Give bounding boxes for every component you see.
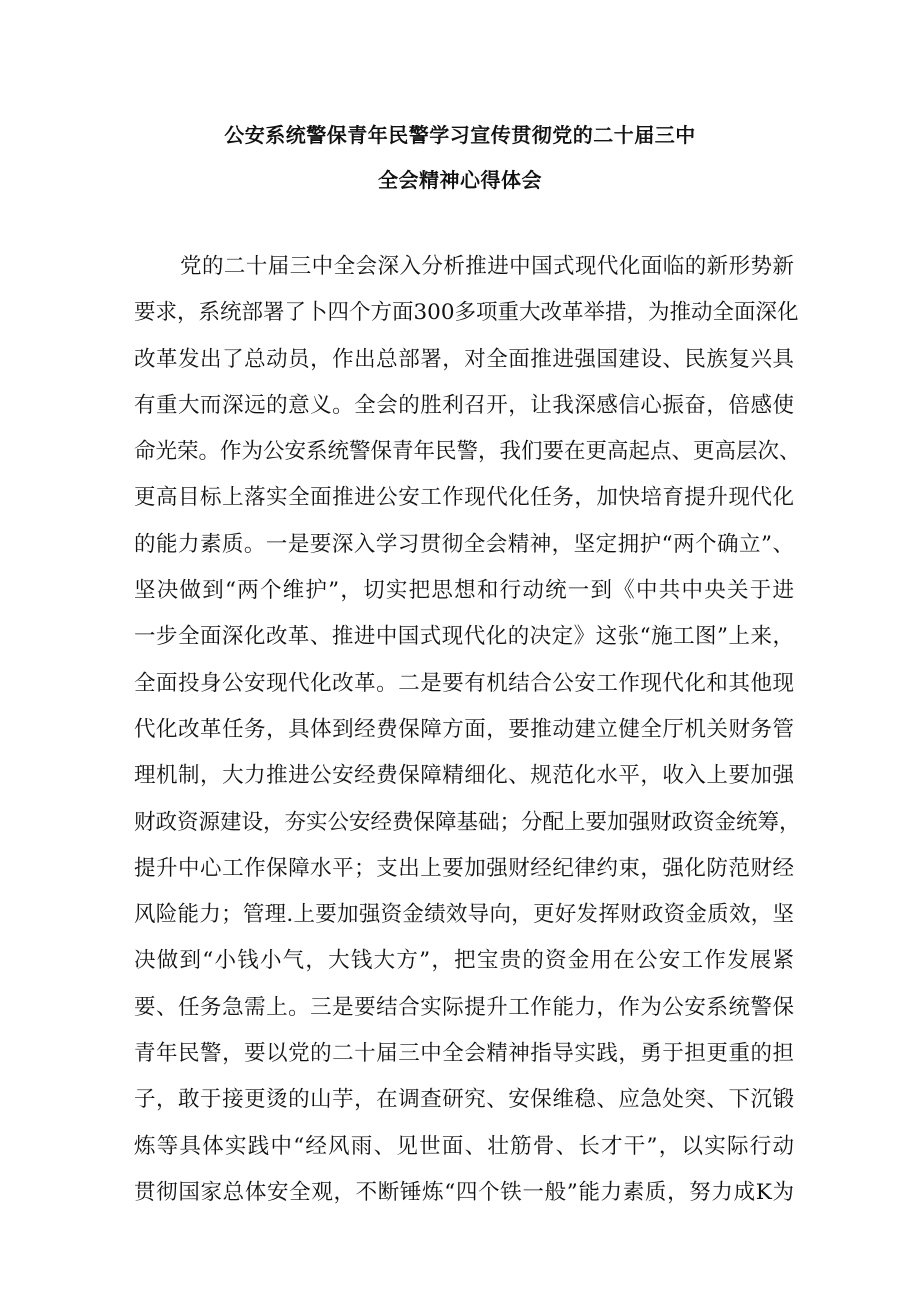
body-line: 财政资源建设，夯实公安经费保障基础；分配上要加强财政资金统筹， [134,809,801,835]
document-body [134,252,801,1224]
body-line: 要求，系统部署了卜四个方面300多项重大改革举措，为推动全面深化 [134,300,799,326]
body-line: 的能力素质。一是要深入学习贯彻全会精神，坚定拥护“两个确立”、 [134,531,794,557]
body-line: 全面投身公安现代化改革。二是要有机结合公安工作现代化和其他现 [134,670,794,696]
body-line: 提升中心工作保障水平；支出上要加强财经纪律约束，强化防范财经 [134,855,794,881]
body-line: 改革发出了总动员，作出总部署，对全面推进强国建设、民族复兴具 [134,346,794,372]
body-line: 风险能力；管理.上要加强资金绩效导向，更好发挥财政资金质效，坚 [134,902,794,928]
body-line: 炼等具体实践中“经风雨、见世面、壮筋骨、长才干”，以实际行动 [134,1133,794,1159]
body-line: 坚决做到“两个维护”，切实把思想和行动统一到《中共中央关于进 [134,578,794,604]
body-line: 命光荣。作为公安系统警保青年民警，我们要在更高起点、更高层次、 [134,439,801,465]
body-line: 更高目标上落实全面推进公安工作现代化任务，加快培育提升现代化 [134,485,794,511]
body-line: 决做到“小钱小气，大钱大方”，把宝贵的资金用在公安工作发展紧 [134,948,794,974]
body-line: 贯彻国家总体安全观，不断锤炼“四个铁一般”能力素质，努力成K为 [134,1179,794,1205]
body-line: 要、任务急需上。三是要结合实际提升工作能力，作为公安系统警保 [134,994,794,1020]
document-title-line-2: 全会精神心得体会 [378,168,542,192]
body-line: 一步全面深化改革、推进中国式现代化的决定》这张“施工图”上来， [134,624,794,650]
document-title-line-1: 公安系统警保青年民警学习宣传贯彻党的二十届三中 [224,123,696,147]
body-line: 青年民警，要以党的二十届三中全会精神指导实践，勇于担更重的担 [134,1041,794,1067]
body-line: 代化改革任务，具体到经费保障方面，要推动建立健全厅机关财务管 [134,716,794,742]
body-line: 理机制，大力推进公安经费保障精细化、规范化水平，收入上要加强 [134,763,794,789]
body-line: 子，敢于接更烫的山芋，在调查研究、安保维稳、应急处突、下沉锻 [134,1087,794,1113]
body-line: 有重大而深远的意义。全会的胜利召开，让我深感信心振奋，倍感使 [134,392,794,418]
body-line: 党的二十届三中全会深入分析推进中国式现代化面临的新形势新 [180,254,794,279]
